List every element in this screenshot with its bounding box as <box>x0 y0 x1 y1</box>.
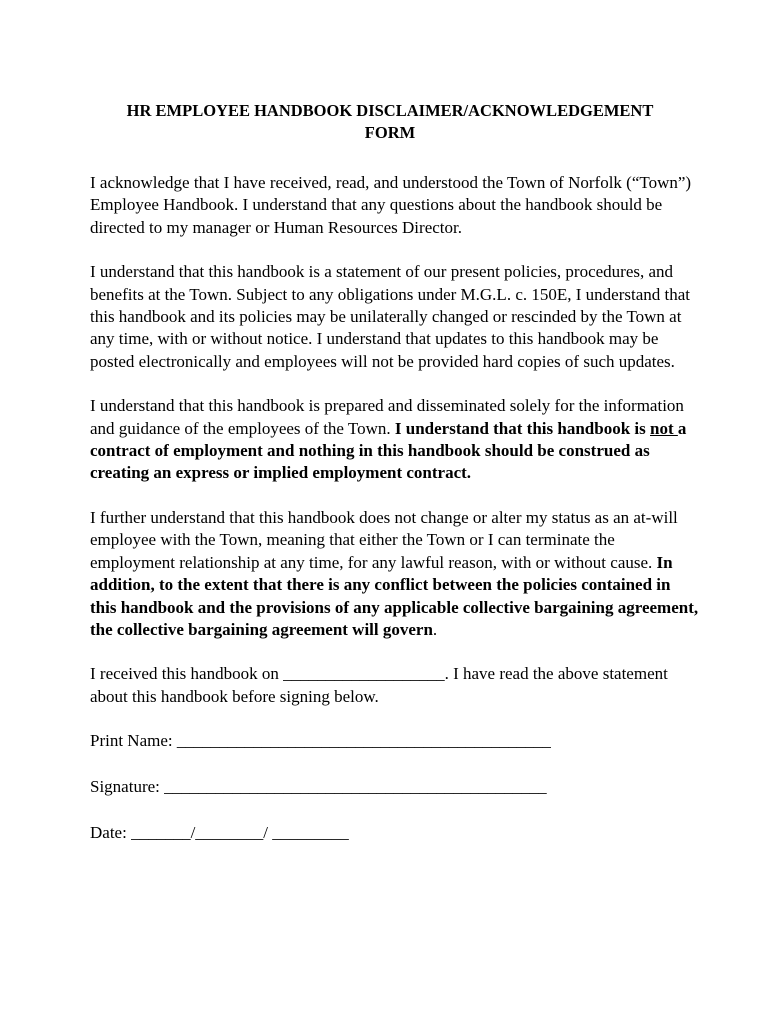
not-underlined: not <box>650 418 678 438</box>
form-title <box>90 100 690 144</box>
date-field[interactable]: Date: _______/________/ _________ <box>90 823 349 843</box>
acknowledgement-paragraph: I acknowledge that I have received, read, and understood the Town of Norfolk (“Town”) Employee Handbook. I understand that any questions about the handbook should be directed to my manager or Human Resources Director. <box>90 173 692 237</box>
signature-field[interactable]: Signature: _____________________________________________ <box>90 777 547 797</box>
form-title-line-2: FORM <box>364 123 416 142</box>
not-a-contract-intro: I understand that this handbook is prepared and disseminated solely for the information and guidance of the employees of the Town. <box>90 396 684 438</box>
not-a-contract-paragraph <box>90 395 700 485</box>
form-title-line-1: HR EMPLOYEE HANDBOOK DISCLAIMER/ACKNOWLEDGEMENT <box>126 101 654 120</box>
not-a-contract-bold-a: I understand that this handbook is <box>394 418 650 438</box>
not-a-contract-bold-b: a contract of employment and nothing in this handbook should be construed as creating an express or implied employment contract. <box>90 418 687 483</box>
at-will-text: I further understand that this handbook does not change or alter my status as an at-will employee with the Town, meaning that either the Town or I can terminate the employment relationship at any time, for any lawful reason, with or without cause. <box>90 507 678 572</box>
collective-bargaining-bold: In addition, to the extent that there is any conflict between the policies contained in this handbook and the provisions of any applicable collective bargaining agreement, the collective bargaining agreement will govern <box>90 552 699 639</box>
at-will-paragraph <box>90 507 700 641</box>
received-handbook-paragraph: I received this handbook on ___________________. I have read the above statement about this handbook before signing below. <box>90 664 668 706</box>
policies-paragraph: I understand that this handbook is a statement of our present policies, procedures, and benefits at the Town. Subject to any obligations under M.G.L. c. 150E, I understand that this handbook and its policies may be unilaterally changed or rescinded by the Town at any time, with or without notice. I understand that updates to this handbook may be posted electronically and employees will not be provided hard copies of such updates. <box>90 262 690 371</box>
acknowledgement-form-page <box>90 100 710 868</box>
print-name-field[interactable]: Print Name: ____________________________________________ <box>90 731 551 751</box>
at-will-end: . <box>432 619 438 639</box>
